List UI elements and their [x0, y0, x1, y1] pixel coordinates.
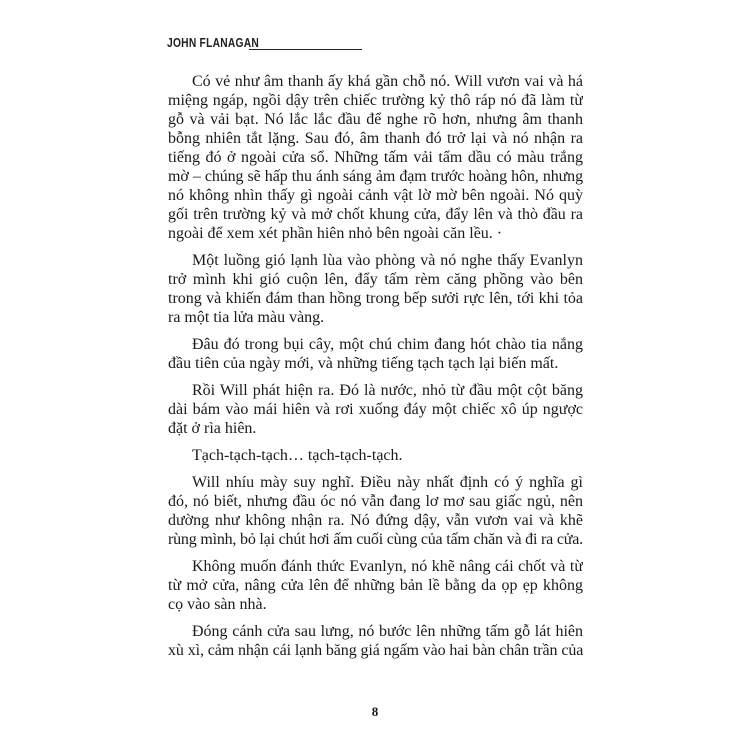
text-line: gỗ và vải bạt. Nó lắc lắc đầu để nghe rõ hơn, nhưng âm thanh [168, 111, 583, 128]
text-line: dường như không nhận ra. Nó đứng dậy, vẫn vươn vai và khẽ [168, 512, 583, 529]
page-number: 8 [371, 704, 379, 719]
text-line: đặt ở rìa hiên. [168, 420, 257, 437]
paragraph [168, 557, 583, 614]
text-line: Có vẻ như âm thanh ấy khá gần chỗ nó. Will vươn vai và há [192, 73, 583, 90]
text-line: Đóng cánh cửa sau lưng, nó bước lên những tấm gỗ lát hiên [192, 623, 583, 640]
paragraph [168, 446, 583, 465]
text-line: Một luồng gió lạnh lùa vào phòng và nó nghe thấy Evanlyn [192, 252, 583, 269]
paragraph [168, 473, 583, 549]
header-rule [249, 49, 362, 50]
text-line: Rồi Will phát hiện ra. Đó là nước, nhỏ từ đầu một cột băng [192, 382, 583, 399]
text-line: nó không nhìn thấy gì ngoài cảnh vật lờ mờ bên ngoài. Nó quỳ [168, 187, 583, 204]
text-line: bỗng nhiên tắt lặng. Sau đó, âm thanh đó trở lại và nó nhận ra [168, 130, 583, 147]
text-line: rùng mình, bỏ lại chút hơi ấm cuối cùng của tấm chăn và đi ra cửa. [168, 531, 583, 548]
author-box [167, 34, 260, 52]
running-header [167, 34, 362, 52]
author-name: JOHN FLANAGAN [167, 36, 260, 50]
paragraph [168, 381, 583, 438]
text-line: miệng ngáp, ngồi dậy trên chiếc trường kỷ thô ráp nó đã làm từ [168, 92, 583, 109]
text-line: đó, nó biết, nhưng đầu óc nó vẫn đang lơ mơ sau giấc ngủ, nên [168, 493, 583, 510]
text-line: Will nhíu mày suy nghĩ. Điều này nhất định có ý nghĩa gì [192, 474, 583, 491]
text-line: cọ vào sàn nhà. [168, 596, 267, 613]
paragraph [168, 335, 583, 373]
text-line: gối trên trường kỷ và mở chốt khung cửa, đẩy lên và thò đầu ra [168, 206, 583, 223]
text-line: đầu tiên của ngày mới, và những tiếng tạch tạch lại biến mất. [168, 355, 559, 372]
text-line: ra một tia lửa màu vàng. [168, 309, 325, 326]
text-line: tiếng đó ở ngoài cửa sổ. Những tấm vải tẩm dầu có màu trắng [168, 149, 583, 166]
text-line: dài bám vào mái hiên và rơi xuống đáy một chiếc xô úp ngược [168, 401, 583, 418]
paragraph [168, 251, 583, 327]
text-line: xù xì, cảm nhận cái lạnh băng giá ngấm vào hai bàn chân trần của [168, 642, 583, 659]
text-line: Không muốn đánh thức Evanlyn, nó khẽ nâng cái chốt và từ [192, 558, 583, 575]
text-line: từ mở cửa, nâng cửa lên để những bản lề bằng da ọp ẹp không [168, 577, 583, 594]
text-line: Đâu đó trong bụi cây, một chú chim đang hót chào tia nắng [192, 336, 583, 353]
text-line: trong và khiến đám than hồng trong bếp sưởi rực lên, tới khi tỏa [168, 290, 583, 307]
paragraph [168, 622, 583, 660]
paragraph [168, 72, 583, 243]
text-line: ngoài để xem xét phần hiên nhỏ bên ngoài căn lều. · [168, 225, 503, 242]
text-line: trở mình khi gió cuộn lên, đẩy tấm rèm căng phồng vào bên [168, 271, 583, 288]
text-line: mờ – chúng sẽ hấp thu ánh sáng ảm đạm trước hoàng hôn, nhưng [168, 168, 583, 185]
page-body [168, 72, 583, 668]
text-line: Tạch-tạch-tạch… tạch-tạch-tạch. [192, 447, 403, 464]
